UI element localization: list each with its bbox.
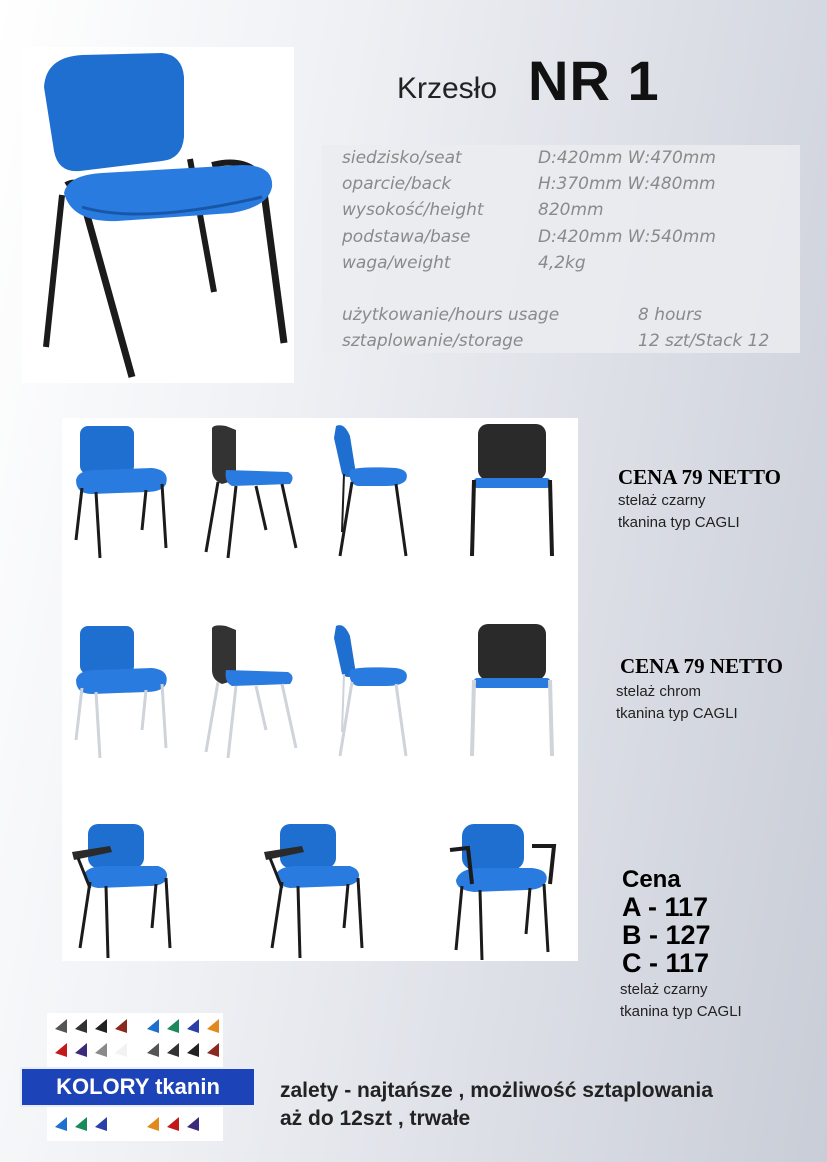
swatch-icon [167, 1019, 179, 1033]
spec-value: 820mm [538, 200, 604, 220]
fabric-colors-badge: KOLORY tkanin [20, 1067, 256, 1107]
usage-label: użytkowanie/hours usage [342, 305, 560, 325]
chair-chrome-rear [472, 624, 552, 756]
spec-value: D:420mm W:540mm [538, 227, 716, 247]
usage-value: 12 szt/Stack 12 [638, 331, 770, 351]
spec-value: D:420mm W:470mm [538, 148, 716, 168]
price-heading: CENA 79 NETTO [620, 654, 783, 678]
spec-label: podstawa/base [342, 227, 471, 247]
swatch-icon [167, 1117, 179, 1131]
frame-label: stelaż czarny [620, 981, 708, 998]
price-heading: CENA 79 NETTO [618, 465, 781, 489]
swatch-icon [95, 1019, 107, 1033]
chair-variants-photo [62, 418, 578, 961]
swatch-icon [187, 1117, 199, 1131]
swatch-icon [147, 1043, 159, 1057]
swatch-icon [55, 1019, 67, 1033]
spec-label: oparcie/back [342, 174, 452, 194]
chair-variant-c [450, 824, 554, 960]
swatch-icon [207, 1019, 219, 1033]
advantages-line: zalety - najtańsze , możliwość sztaplowania [280, 1079, 713, 1102]
chair-black-back [206, 425, 296, 558]
swatch-icon [75, 1019, 87, 1033]
specification-table [322, 145, 800, 353]
swatch-icon [167, 1043, 179, 1057]
spec-value: H:370mm W:480mm [538, 174, 716, 194]
swatch-icon [55, 1117, 67, 1131]
chair-chrome-back [206, 625, 296, 758]
frame-label: stelaż czarny [618, 492, 706, 509]
spec-label: wysokość/height [342, 200, 484, 220]
chair-variant-a [72, 824, 170, 958]
chair-black-rear [472, 424, 552, 556]
chair-chrome-front [76, 626, 167, 758]
swatch-icon [95, 1043, 107, 1057]
swatch-icon [115, 1019, 127, 1033]
chair-black-side [334, 425, 407, 556]
variant-price-a: A - 117 [622, 892, 709, 922]
chair-variant-b [264, 824, 362, 958]
swatch-icon [187, 1019, 199, 1033]
swatch-icon [75, 1043, 87, 1057]
swatch-icon [55, 1043, 67, 1057]
frame-label: stelaż chrom [616, 683, 702, 700]
variant-price-c: C - 117 [622, 948, 710, 978]
fabric-label: tkanina typ CAGLI [616, 705, 738, 722]
swatch-icon [115, 1043, 127, 1057]
swatch-icon [95, 1117, 107, 1131]
fabric-label: tkanina typ CAGLI [620, 1003, 742, 1020]
hero-chair-photo [22, 47, 294, 383]
chair-black-front [76, 426, 167, 558]
chair-chrome-side [334, 625, 407, 756]
usage-value: 8 hours [638, 305, 703, 325]
swatch-icon [75, 1117, 87, 1131]
variant-price-b: B - 127 [622, 920, 711, 950]
page-title: NR 1 [528, 49, 660, 112]
variant-price-heading: Cena [622, 866, 681, 893]
swatch-icon [147, 1117, 159, 1131]
spec-label: siedzisko/seat [342, 148, 462, 168]
spec-label: waga/weight [342, 253, 451, 273]
swatch-icon [147, 1019, 159, 1033]
advantages-text [280, 1077, 713, 1133]
advantages-line: aż do 12szt , trwałe [280, 1107, 471, 1130]
swatch-icon [187, 1043, 199, 1057]
fabric-label: tkanina typ CAGLI [618, 514, 740, 531]
swatch-icon [207, 1043, 219, 1057]
title-prefix: Krzesło [397, 72, 498, 105]
usage-label: sztaplowanie/storage [342, 331, 524, 351]
spec-value: 4,2kg [538, 253, 586, 273]
